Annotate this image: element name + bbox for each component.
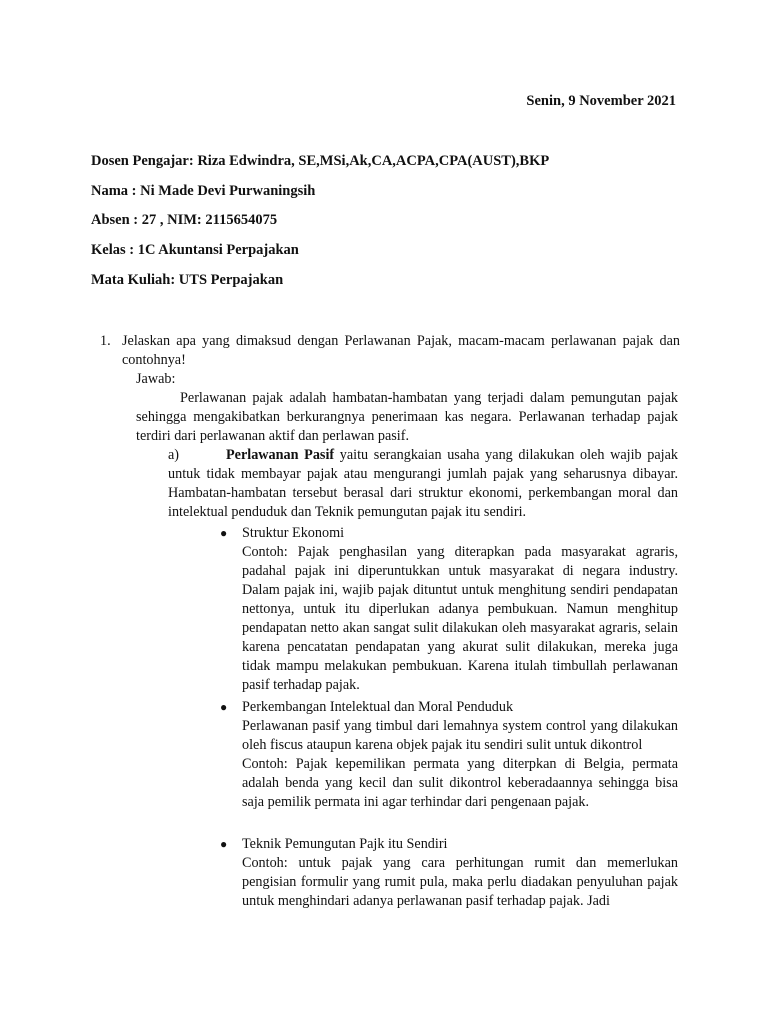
course-line: Mata Kuliah: UTS Perpajakan — [91, 272, 284, 288]
question-text: Jelaskan apa yang dimaksud dengan Perlawanan Pajak, macam-macam perlawanan pajak dan contohnya! — [122, 333, 680, 368]
bullet-title: Teknik Pemungutan Pajk itu Sendiri — [242, 836, 448, 852]
answer-label: Jawab: — [136, 371, 176, 387]
bullet-content-example: Contoh: Pajak kepemilikan permata yang diterpkan di Belgia, permata adalah benda yang kecil dan sulit dikontrol keberadaannya sehingga bisa saja pemilik permata ini agar terhindar dari pengenaan pajak. — [242, 756, 678, 810]
bullet-title: Struktur Ekonomi — [242, 525, 345, 541]
bullet-title: Perkembangan Intelektual dan Moral Penduduk — [242, 699, 514, 715]
bullet-item — [220, 698, 678, 812]
bullet-content: Contoh: Pajak penghasilan yang diterapkan pada masyarakat agraris, padahal pajak ini diperuntukkan untuk masyarakat di negara industry. Dalam pajak ini, wajib pajak dituntut untuk menghitung sendiri pendapatan nettonya, untuk itu diperlukan adanya pembukuan. Namun menghitup pendapatan netto akan sangat sulit dilakukan oleh masyarakat agraris, selain karena pencatatan pendapatan yang akurat sulit dilakukan, mereka juga tidak mampu melakukan pembukuan. Karena itulah timbullah perlawanan pasif terhadap pajak. — [242, 544, 678, 693]
part-a-letter: a) — [168, 447, 180, 463]
lecturer-line: Dosen Pengajar: Riza Edwindra, SE,MSi,Ak,CA,ACPA,CPA(AUST),BKP — [91, 153, 550, 169]
part-a-term: Perlawanan Pasif — [226, 447, 335, 463]
question-number: 1. — [100, 333, 111, 349]
bullet-icon: ● — [220, 700, 228, 714]
bullet-icon: ● — [220, 837, 228, 851]
absen-nim-line: Absen : 27 , NIM: 2115654075 — [91, 212, 278, 228]
bullet-icon: ● — [220, 526, 228, 540]
bullet-content: Perlawanan pasif yang timbul dari lemahnya system control yang dilakukan oleh fiscus ataupun karena objek pajak itu sendiri sulit untuk dikontrol — [242, 718, 678, 753]
document-date: Senin, 9 November 2021 — [526, 93, 676, 109]
part-a-text: yaitu serangkaian usaha yang dilakukan oleh wajib pajak untuk tidak membayar pajak atau mengurangi jumlah pajak yang seharusnya dibayar. Hambatan-hambatan tersebut berasal dari struktur ekonomi, perkembangan moral dan intelektual penduduk dan Teknik pemungutan pajak itu sendiri. — [168, 447, 678, 520]
part-a-paragraph — [168, 446, 678, 522]
question-1 — [100, 332, 680, 370]
bullet-content: Contoh: untuk pajak yang cara perhitungan rumit dan memerlukan pengisian formulir yang rumit pula, maka perlu diadakan penyuluhan pajak untuk menghindari adanya perlawanan pasif terhadap pajak. Jadi — [242, 855, 678, 909]
class-line: Kelas : 1C Akuntansi Perpajakan — [91, 242, 299, 258]
student-name-line: Nama : Ni Made Devi Purwaningsih — [91, 183, 316, 199]
bullet-item — [220, 835, 678, 911]
answer-intro-paragraph: Perlawanan pajak adalah hambatan-hambatan yang terjadi dalam pemungutan pajak sehingga mengakibatkan berkurangnya penerimaan kas negara. Perlawanan terhadap pajak terdiri dari perlawanan aktif dan perlawan pasif. — [136, 390, 678, 444]
bullet-item — [220, 524, 678, 695]
